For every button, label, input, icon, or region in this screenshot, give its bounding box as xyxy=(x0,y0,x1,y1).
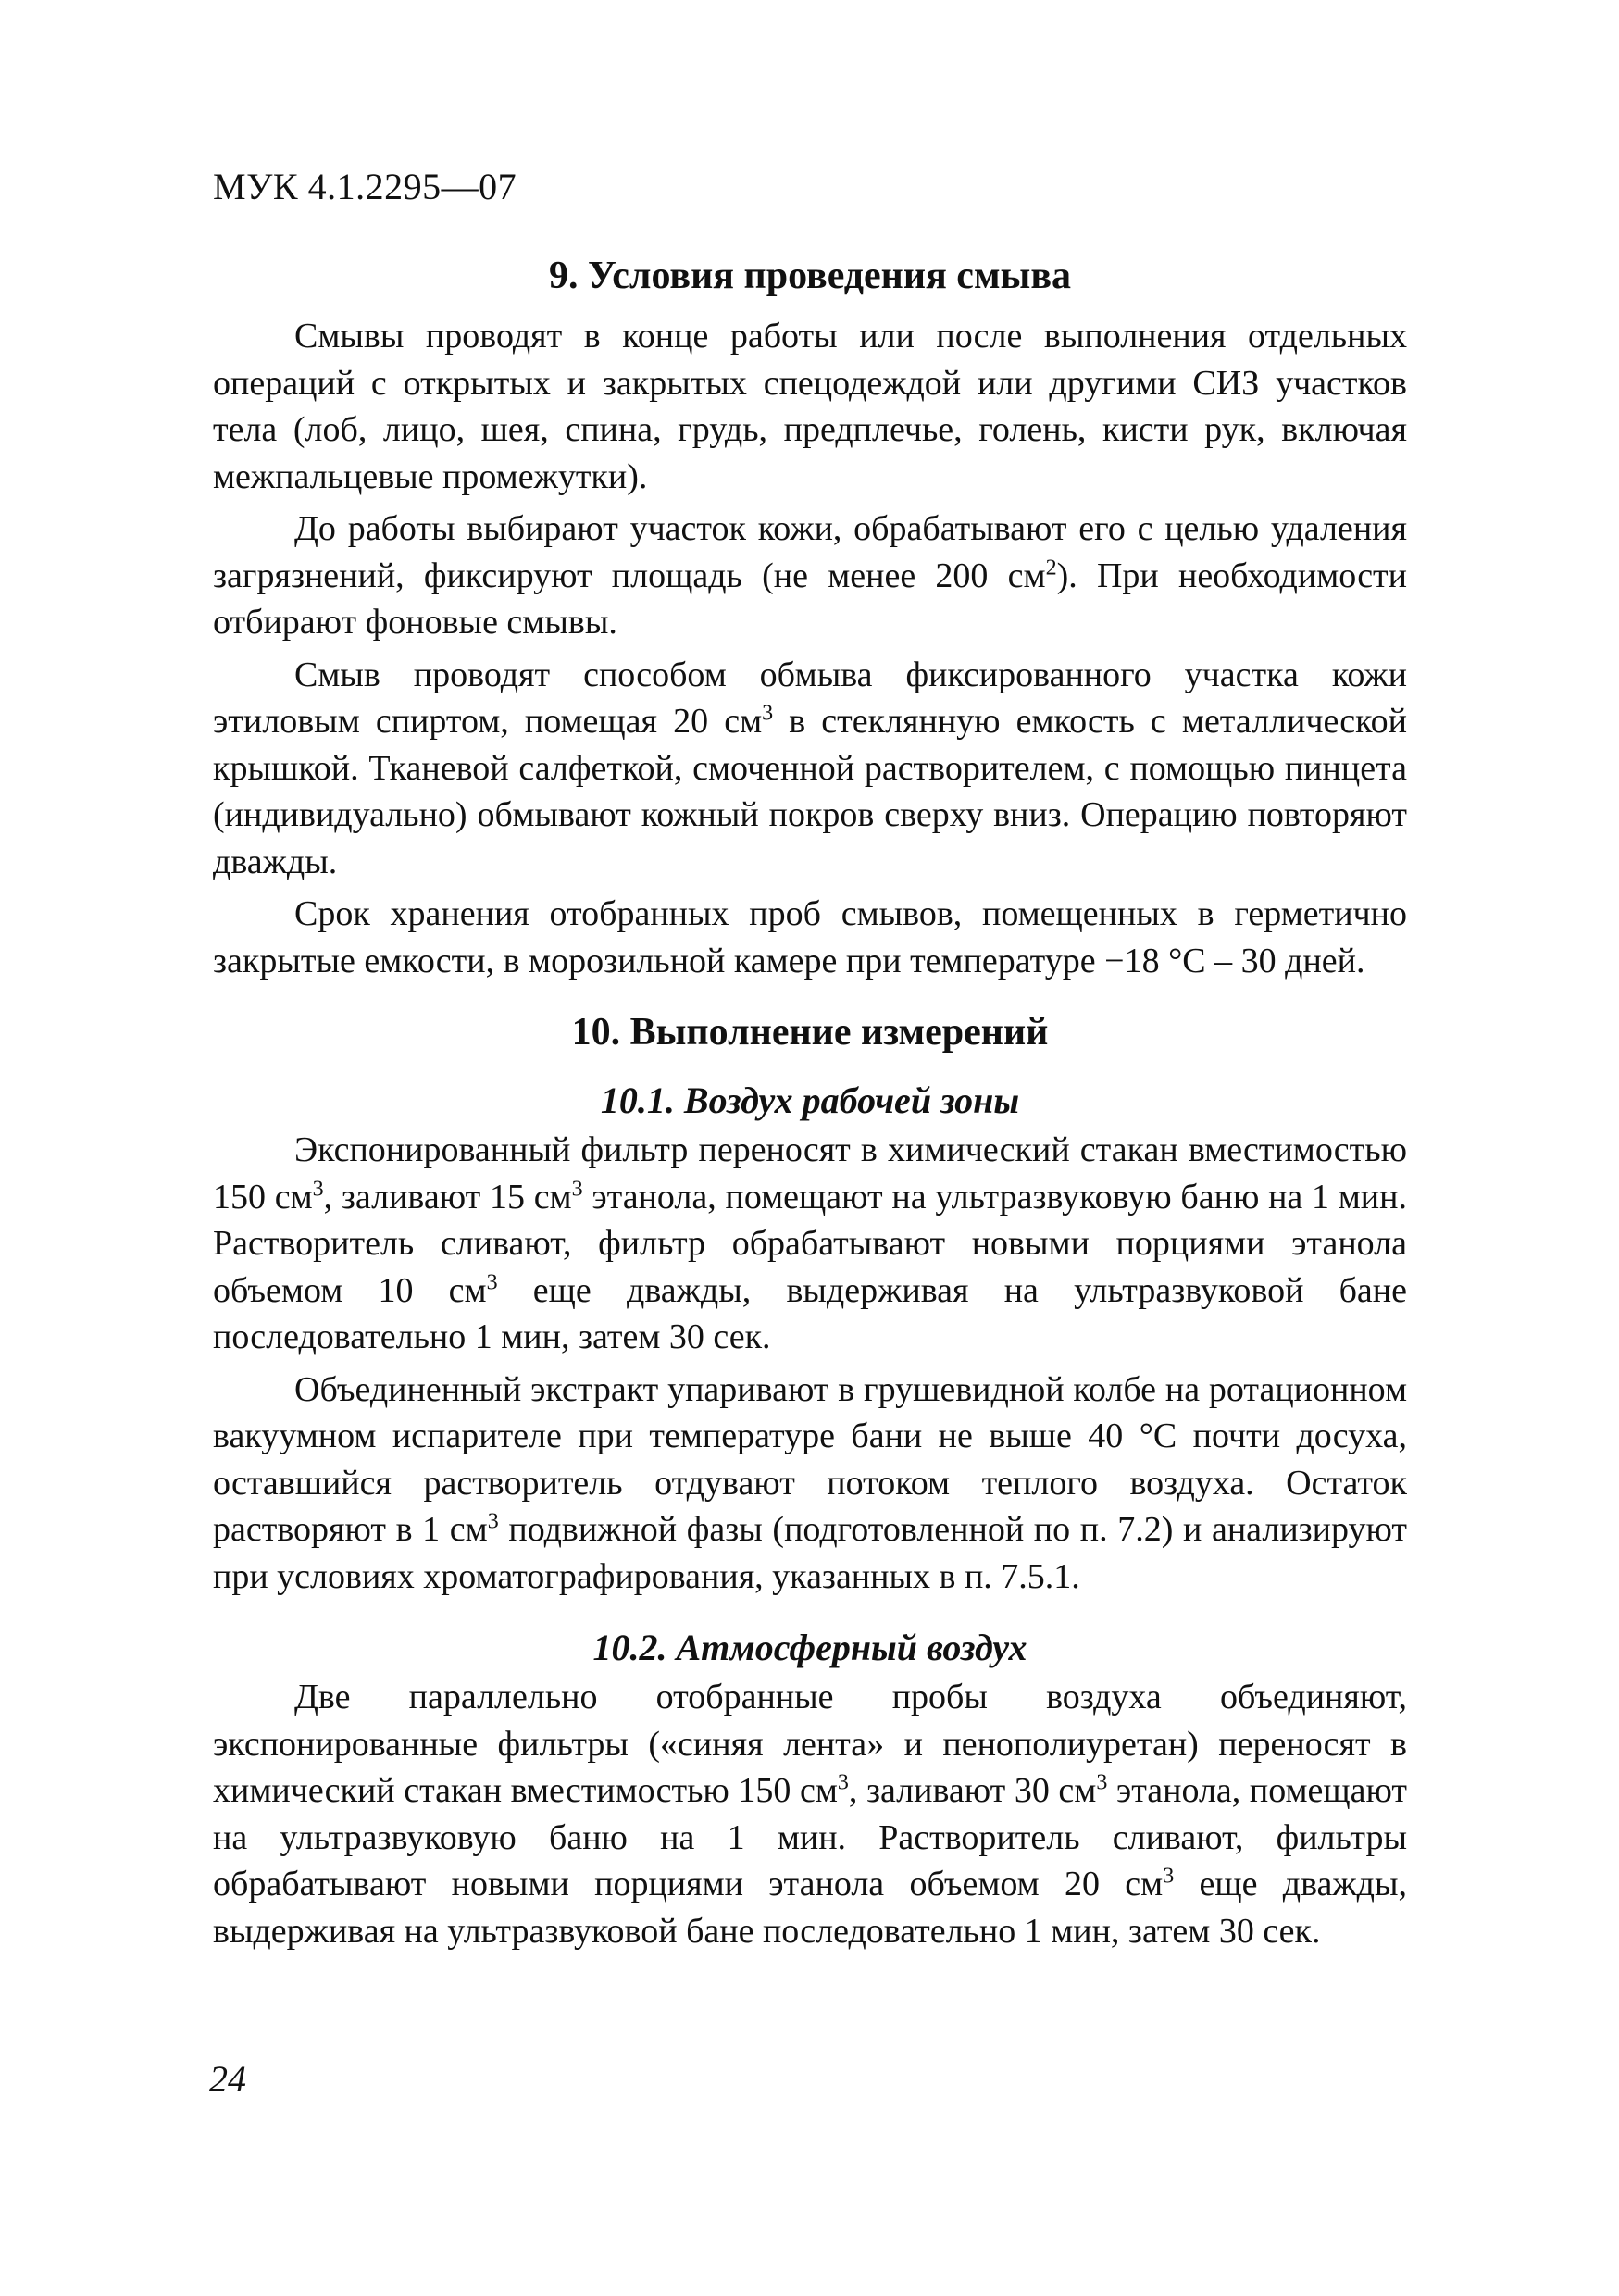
superscript: 3 xyxy=(312,1176,324,1201)
section-9-title: 9. Условия проведения смыва xyxy=(548,255,1072,297)
superscript: 3 xyxy=(487,1509,499,1534)
superscript: 3 xyxy=(762,701,774,726)
text-run: этанола, помещают на ультразвуковую баню на 1 мин. Растворитель сливают, фильтр обрабатывают новыми порциями этанола объемом 10 см xyxy=(213,1177,1407,1310)
text-run: Две параллельно отобранные пробы воздуха объединяют, экспонированные фильтры («синяя лента» и пенополиуретан) переносят в химический стакан вместимостью 150 см xyxy=(213,1678,1407,1810)
text-run: Объединенный экстракт упаривают в грушевидной колбе на ротационном вакуумном испарителе при температуре бани не выше 40 °С почти досуха, оставшийся растворитель отдувают потоком теплого воздуха. Остаток растворяют в 1 см xyxy=(213,1369,1407,1549)
section-9-paragraph-3 xyxy=(213,652,1407,886)
superscript: 3 xyxy=(1096,1770,1108,1795)
section-10-title: 10. Выполнение измерений xyxy=(571,1011,1049,1054)
page-number: 24 xyxy=(209,2058,246,2100)
section-9-paragraph-4: Срок хранения отобранных проб смывов, помещенных в герметично закрытые емкости, в морозильной камере при температуре −18 °С – 30 дней. xyxy=(213,894,1407,980)
text-run: До работы выбирают участок кожи, обрабатывают его с целью удаления загрязнений, фиксируют площадь (не менее 200 см xyxy=(213,509,1407,595)
page-content xyxy=(213,248,1407,1960)
subsection-10-2-paragraph-1 xyxy=(213,1674,1407,1954)
superscript: 2 xyxy=(1045,555,1057,580)
subsection-10-1-title: 10.1. Воздух рабочей зоны xyxy=(600,1079,1020,1121)
superscript: 3 xyxy=(571,1176,583,1201)
text-run: еще дважды, выдерживая на ультразвуковой бане последовательно 1 мин, затем 30 сек. xyxy=(213,1865,1407,1951)
text-run: ). При необходимости отбирают фоновые смывы. xyxy=(213,555,1407,642)
text-run: , заливают 15 см xyxy=(323,1177,572,1217)
text-run: в стеклянную емкость с металлической крышкой. Тканевой салфеткой, смоченной растворителем, с помощью пинцета (индивидуально) обмывают кожный покров сверху вниз. Операцию повторяют дважды. xyxy=(213,702,1407,881)
section-9-paragraph-1: Смывы проводят в конце работы или после выполнения отдельных операций с открытых и закрытых спецодеждой или другими СИЗ участков тела (лоб, лицо, шея, спина, грудь, предплечье, голень, кисти рук, включая межпальцевые промежутки). xyxy=(213,317,1407,496)
superscript: 3 xyxy=(1163,1864,1175,1889)
section-9-paragraph-2 xyxy=(213,505,1407,646)
text-run: , заливают 30 см xyxy=(848,1771,1097,1810)
text-run: Экспонированный фильтр переносят в химический стакан вместимостью 150 см xyxy=(213,1130,1407,1217)
subsection-10-2-title: 10.2. Атмосферный воздух xyxy=(592,1627,1027,1668)
subsection-10-1-paragraph-2 xyxy=(213,1366,1407,1601)
superscript: 3 xyxy=(837,1770,849,1795)
text-run: этанола, помещают на ультразвуковую баню на 1 мин. Растворитель сливают, фильтры обрабатывают новыми порциями этанола объемом 20 см xyxy=(213,1771,1408,1903)
subsection-10-1-paragraph-1 xyxy=(213,1127,1407,1361)
text-run: подвижной фазы (подготовленной по п. 7.2) и анализируют при условиях хроматографирования, указанных в п. 7.5.1. xyxy=(213,1510,1407,1596)
superscript: 3 xyxy=(486,1269,498,1294)
document-code: МУК 4.1.2295—07 xyxy=(213,166,517,207)
text-run: еще дважды, выдерживая на ультразвуковой бане последовательно 1 мин, затем 30 сек. xyxy=(213,1270,1408,1356)
text-run: Смыв проводят способом обмыва фиксированного участка кожи этиловым спиртом, помещая 20 см xyxy=(213,655,1407,741)
